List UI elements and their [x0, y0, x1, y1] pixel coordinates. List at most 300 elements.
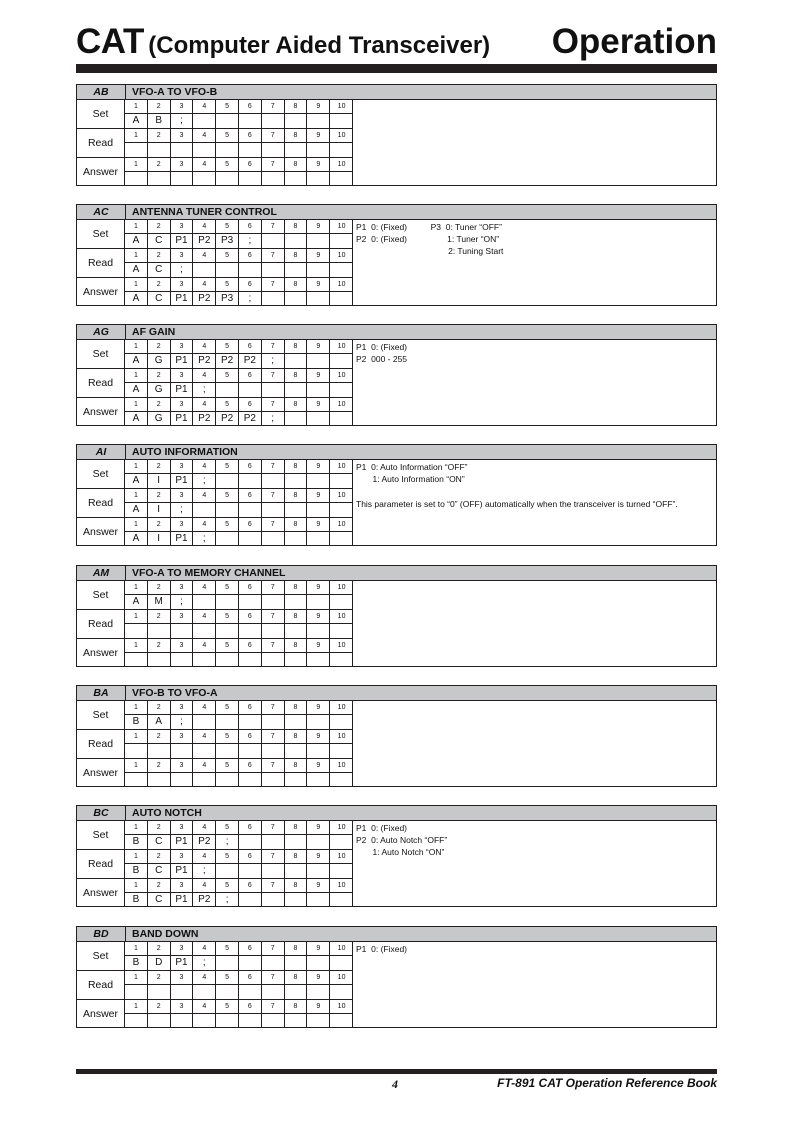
byte-cell	[171, 984, 194, 999]
byte-cell	[216, 1013, 239, 1028]
byte-cell	[307, 1013, 330, 1028]
command-note: This parameter is set to “0” (OFF) automatically when the transceiver is turned “OFF”.	[356, 499, 678, 509]
command-block	[76, 324, 717, 426]
command-code: AI	[77, 445, 126, 459]
byte-cell	[193, 743, 216, 758]
byte-number: 1	[125, 610, 148, 623]
byte-number: 3	[171, 730, 194, 743]
byte-number: 10	[337, 401, 346, 408]
byte-cell	[193, 984, 216, 999]
byte-cell	[330, 772, 353, 787]
byte-cell	[148, 984, 171, 999]
command-name: VFO-A TO VFO-B	[132, 86, 218, 98]
byte-cell	[216, 955, 239, 970]
byte-cell	[262, 772, 285, 787]
byte-cell: B	[148, 113, 171, 128]
byte-number: 10	[337, 974, 346, 981]
byte-cell: I	[148, 473, 171, 488]
byte-cell: P2	[193, 291, 216, 306]
command-code: BD	[77, 927, 126, 941]
byte-cell	[216, 531, 239, 546]
byte-number: 1	[125, 129, 148, 142]
byte-cell	[193, 262, 216, 277]
byte-number: 5	[216, 220, 239, 233]
byte-number-row	[125, 158, 353, 172]
byte-number: 1	[125, 249, 148, 262]
byte-number: 8	[285, 821, 308, 834]
byte-cell	[216, 142, 239, 157]
byte-number: 7	[262, 518, 285, 531]
byte-cell	[262, 984, 285, 999]
byte-number: 10	[337, 882, 346, 889]
byte-number: 8	[285, 730, 308, 743]
byte-cell	[307, 382, 330, 397]
title-operation: Operation	[551, 22, 717, 61]
byte-content-row	[125, 984, 353, 999]
byte-cell	[285, 863, 308, 878]
byte-cell	[239, 531, 262, 546]
byte-number-row	[125, 129, 353, 143]
byte-cell: A	[125, 353, 148, 368]
command-header	[77, 205, 716, 220]
command-code: BC	[77, 806, 126, 820]
byte-cell	[307, 531, 330, 546]
answer-byte-grid	[125, 398, 353, 426]
byte-cell	[148, 743, 171, 758]
byte-number: 3	[171, 971, 194, 984]
byte-number: 8	[285, 158, 308, 171]
byte-cell	[193, 142, 216, 157]
byte-number: 5	[216, 639, 239, 652]
byte-number: 4	[193, 489, 216, 502]
byte-number: 6	[239, 639, 262, 652]
byte-cell	[239, 473, 262, 488]
byte-number: 8	[285, 129, 308, 142]
byte-cell	[307, 743, 330, 758]
byte-number: 4	[193, 701, 216, 714]
byte-number-row	[125, 879, 353, 893]
byte-cell: P2	[193, 233, 216, 248]
byte-number: 7	[262, 369, 285, 382]
byte-number: 9	[307, 639, 330, 652]
byte-cell: ;	[239, 233, 262, 248]
byte-cell	[285, 743, 308, 758]
command-header	[77, 686, 716, 701]
byte-number-row	[125, 460, 353, 474]
byte-cell	[148, 772, 171, 787]
byte-cell	[330, 652, 353, 667]
byte-cell: B	[125, 955, 148, 970]
byte-number: 2	[148, 759, 171, 772]
byte-number: 1	[125, 971, 148, 984]
byte-number: 10	[337, 853, 346, 860]
byte-number: 3	[171, 942, 194, 955]
byte-number: 6	[239, 701, 262, 714]
byte-number: 4	[193, 340, 216, 353]
byte-number: 1	[125, 821, 148, 834]
byte-number: 2	[148, 369, 171, 382]
byte-number-row	[125, 701, 353, 715]
parameter-description: P1 0: Auto Information “OFF” 1: Auto Information “ON”	[356, 462, 468, 484]
byte-cell: D	[148, 955, 171, 970]
byte-cell: C	[148, 834, 171, 849]
byte-number: 7	[262, 489, 285, 502]
command-name: BAND DOWN	[132, 928, 199, 940]
byte-number: 10	[337, 762, 346, 769]
set-byte-grid	[125, 340, 353, 368]
read-byte-grid	[125, 489, 353, 517]
byte-number: 9	[307, 730, 330, 743]
byte-number: 10	[337, 343, 346, 350]
byte-cell	[239, 834, 262, 849]
byte-cell: A	[125, 262, 148, 277]
byte-cell	[285, 502, 308, 517]
byte-number: 7	[262, 701, 285, 714]
byte-number: 9	[307, 518, 330, 531]
byte-cell	[330, 233, 353, 248]
byte-cell	[307, 863, 330, 878]
byte-number-row	[125, 340, 353, 354]
byte-number: 4	[193, 759, 216, 772]
answer-label: Answer	[77, 398, 125, 426]
byte-cell	[239, 594, 262, 609]
byte-cell: P1	[171, 411, 194, 426]
byte-number: 7	[262, 220, 285, 233]
byte-number: 9	[307, 850, 330, 863]
byte-number: 10	[337, 252, 346, 259]
byte-number: 2	[148, 730, 171, 743]
byte-number: 10	[337, 463, 346, 470]
byte-cell: C	[148, 291, 171, 306]
command-header	[77, 445, 716, 460]
byte-number: 3	[171, 850, 194, 863]
byte-cell	[239, 652, 262, 667]
command-code: AC	[77, 205, 126, 219]
byte-cell	[330, 863, 353, 878]
byte-cell	[330, 594, 353, 609]
byte-number: 7	[262, 158, 285, 171]
byte-number: 2	[148, 1000, 171, 1013]
byte-content-row	[125, 714, 353, 729]
byte-number: 8	[285, 639, 308, 652]
byte-cell	[193, 652, 216, 667]
byte-cell	[216, 171, 239, 186]
byte-cell	[148, 1013, 171, 1028]
byte-number: 5	[216, 971, 239, 984]
byte-cell: P1	[171, 291, 194, 306]
byte-number: 10	[337, 945, 346, 952]
byte-cell	[125, 142, 148, 157]
byte-number: 6	[239, 581, 262, 594]
parameter-description: P1 0: (Fixed) P3 0: Tuner “OFF” P2 0: (Fixed) 1: Tuner “ON” 2: Tuning Start	[356, 222, 504, 256]
byte-cell	[307, 473, 330, 488]
byte-number-row	[125, 1000, 353, 1014]
byte-cell: A	[125, 531, 148, 546]
byte-cell	[125, 171, 148, 186]
byte-number-row	[125, 220, 353, 234]
byte-number: 8	[285, 1000, 308, 1013]
byte-number: 3	[171, 489, 194, 502]
byte-cell: B	[125, 863, 148, 878]
byte-number: 4	[193, 369, 216, 382]
byte-cell	[262, 473, 285, 488]
byte-number: 4	[193, 730, 216, 743]
byte-cell	[330, 291, 353, 306]
byte-cell: ;	[171, 502, 194, 517]
answer-byte-grid	[125, 879, 353, 907]
byte-cell	[148, 171, 171, 186]
byte-number: 9	[307, 942, 330, 955]
byte-number: 9	[307, 158, 330, 171]
byte-number: 6	[239, 249, 262, 262]
byte-cell: A	[125, 382, 148, 397]
byte-cell	[171, 171, 194, 186]
byte-cell: C	[148, 863, 171, 878]
byte-number: 5	[216, 340, 239, 353]
byte-number: 1	[125, 518, 148, 531]
byte-cell	[262, 502, 285, 517]
byte-cell	[307, 714, 330, 729]
byte-number: 9	[307, 369, 330, 382]
byte-cell	[285, 652, 308, 667]
byte-content-row	[125, 411, 353, 426]
byte-cell	[307, 353, 330, 368]
byte-cell: ;	[171, 714, 194, 729]
page-title	[76, 22, 717, 62]
byte-number: 4	[193, 278, 216, 291]
byte-number: 6	[239, 942, 262, 955]
byte-cell	[307, 594, 330, 609]
byte-number: 1	[125, 158, 148, 171]
byte-cell	[262, 834, 285, 849]
byte-number: 3	[171, 759, 194, 772]
byte-number: 2	[148, 942, 171, 955]
byte-cell	[330, 955, 353, 970]
byte-cell	[125, 652, 148, 667]
byte-number: 8	[285, 759, 308, 772]
byte-cell	[330, 353, 353, 368]
byte-number: 10	[337, 223, 346, 230]
byte-cell	[307, 984, 330, 999]
byte-number: 1	[125, 879, 148, 892]
byte-cell	[216, 623, 239, 638]
set-byte-grid	[125, 821, 353, 849]
command-block	[76, 805, 717, 907]
byte-number: 5	[216, 129, 239, 142]
byte-cell	[193, 1013, 216, 1028]
byte-cell	[285, 531, 308, 546]
byte-cell: A	[125, 473, 148, 488]
byte-cell	[239, 892, 262, 907]
byte-content-row	[125, 594, 353, 609]
byte-content-row	[125, 171, 353, 186]
byte-cell	[262, 262, 285, 277]
byte-number: 4	[193, 610, 216, 623]
answer-byte-grid	[125, 158, 353, 186]
command-name: VFO-B TO VFO-A	[132, 687, 218, 699]
byte-number: 8	[285, 369, 308, 382]
byte-cell	[307, 411, 330, 426]
byte-number: 2	[148, 879, 171, 892]
byte-cell	[330, 262, 353, 277]
byte-cell	[125, 623, 148, 638]
byte-number-row	[125, 398, 353, 412]
byte-number: 3	[171, 518, 194, 531]
byte-content-row	[125, 473, 353, 488]
byte-number-row	[125, 581, 353, 595]
byte-number: 1	[125, 340, 148, 353]
byte-number: 5	[216, 398, 239, 411]
byte-cell	[330, 1013, 353, 1028]
byte-cell	[262, 233, 285, 248]
read-label: Read	[77, 129, 125, 157]
byte-cell	[330, 984, 353, 999]
byte-cell	[307, 652, 330, 667]
byte-cell	[330, 473, 353, 488]
byte-number: 10	[337, 521, 346, 528]
byte-cell	[239, 714, 262, 729]
byte-cell: P2	[216, 353, 239, 368]
set-label: Set	[77, 460, 125, 488]
byte-number-row	[125, 369, 353, 383]
byte-cell: P3	[216, 291, 239, 306]
byte-cell	[262, 291, 285, 306]
byte-number: 5	[216, 158, 239, 171]
byte-number: 1	[125, 639, 148, 652]
byte-number: 3	[171, 398, 194, 411]
byte-number: 5	[216, 759, 239, 772]
byte-cell: G	[148, 411, 171, 426]
read-label: Read	[77, 850, 125, 878]
byte-number: 5	[216, 369, 239, 382]
byte-number: 1	[125, 1000, 148, 1013]
byte-cell: A	[125, 502, 148, 517]
byte-content-row	[125, 743, 353, 758]
command-code: BA	[77, 686, 126, 700]
byte-content-row	[125, 142, 353, 157]
byte-number: 4	[193, 942, 216, 955]
byte-content-row	[125, 353, 353, 368]
byte-number: 6	[239, 100, 262, 113]
byte-number: 9	[307, 220, 330, 233]
byte-number: 1	[125, 489, 148, 502]
byte-cell	[285, 233, 308, 248]
answer-label: Answer	[77, 158, 125, 186]
byte-number: 6	[239, 610, 262, 623]
byte-number: 3	[171, 158, 194, 171]
byte-number: 2	[148, 129, 171, 142]
byte-number: 6	[239, 850, 262, 863]
byte-cell	[216, 473, 239, 488]
command-name: AUTO INFORMATION	[132, 446, 238, 458]
byte-number: 1	[125, 398, 148, 411]
byte-number: 9	[307, 278, 330, 291]
read-label: Read	[77, 610, 125, 638]
byte-cell	[330, 142, 353, 157]
byte-number: 10	[337, 492, 346, 499]
read-byte-grid	[125, 730, 353, 758]
byte-number: 9	[307, 581, 330, 594]
parameter-description: P1 0: (Fixed) P2 000 - 255	[356, 342, 408, 364]
byte-number: 8	[285, 701, 308, 714]
byte-number: 5	[216, 100, 239, 113]
byte-number: 10	[337, 372, 346, 379]
byte-cell	[216, 743, 239, 758]
set-byte-grid	[125, 220, 353, 248]
byte-number: 6	[239, 369, 262, 382]
byte-content-row	[125, 233, 353, 248]
byte-number: 9	[307, 759, 330, 772]
byte-cell	[285, 473, 308, 488]
byte-cell	[285, 984, 308, 999]
answer-label: Answer	[77, 518, 125, 546]
footer-rule	[76, 1069, 717, 1074]
byte-cell: C	[148, 233, 171, 248]
byte-cell: ;	[171, 113, 194, 128]
byte-number-row	[125, 610, 353, 624]
byte-cell	[330, 623, 353, 638]
byte-number: 8	[285, 340, 308, 353]
answer-byte-grid	[125, 759, 353, 787]
byte-cell: B	[125, 834, 148, 849]
set-byte-grid	[125, 701, 353, 729]
byte-number: 2	[148, 489, 171, 502]
byte-number: 5	[216, 249, 239, 262]
byte-cell	[307, 291, 330, 306]
byte-number: 4	[193, 460, 216, 473]
byte-number: 5	[216, 489, 239, 502]
byte-cell	[262, 1013, 285, 1028]
byte-cell: P1	[171, 531, 194, 546]
byte-number: 2	[148, 518, 171, 531]
byte-number: 5	[216, 278, 239, 291]
byte-number: 3	[171, 879, 194, 892]
byte-number: 5	[216, 460, 239, 473]
title-rule	[76, 64, 717, 73]
command-code: AB	[77, 85, 126, 99]
byte-cell: A	[125, 113, 148, 128]
byte-number: 1	[125, 850, 148, 863]
read-byte-grid	[125, 971, 353, 999]
byte-cell	[125, 772, 148, 787]
byte-cell	[239, 1013, 262, 1028]
byte-cell	[239, 262, 262, 277]
byte-number: 3	[171, 249, 194, 262]
byte-cell	[239, 142, 262, 157]
byte-number-row	[125, 942, 353, 956]
byte-number-row	[125, 249, 353, 263]
parameter-description: P1 0: (Fixed)	[356, 944, 408, 954]
byte-content-row	[125, 1013, 353, 1028]
byte-number: 8	[285, 489, 308, 502]
command-name: ANTENNA TUNER CONTROL	[132, 206, 277, 218]
byte-cell	[307, 233, 330, 248]
command-header	[77, 325, 716, 340]
set-label: Set	[77, 100, 125, 128]
byte-number: 1	[125, 581, 148, 594]
byte-cell	[330, 113, 353, 128]
byte-cell: C	[148, 262, 171, 277]
byte-number: 9	[307, 971, 330, 984]
set-byte-grid	[125, 100, 353, 128]
byte-number: 7	[262, 879, 285, 892]
byte-number: 3	[171, 369, 194, 382]
byte-number: 10	[337, 613, 346, 620]
page-number: 4	[392, 1077, 398, 1091]
byte-number: 8	[285, 581, 308, 594]
byte-cell	[239, 623, 262, 638]
byte-number: 6	[239, 971, 262, 984]
